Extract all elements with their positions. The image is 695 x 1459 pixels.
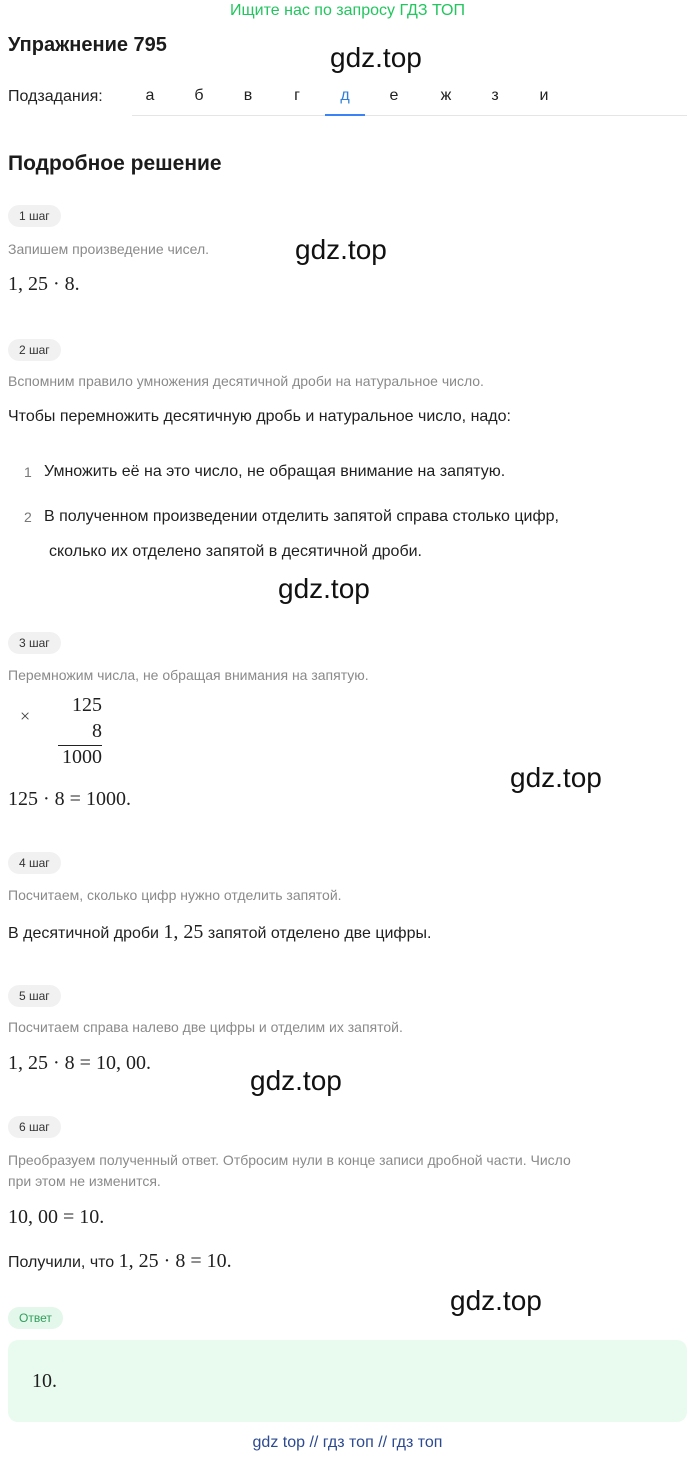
watermark: gdz.top (450, 1285, 542, 1316)
step-6-badge: 6 шаг (8, 1116, 61, 1138)
step-6-conclusion (8, 1250, 232, 1273)
step-3-math: 125 · 8 = 1000. (8, 788, 131, 810)
watermark: gdz.top (295, 234, 387, 265)
tab-i[interactable]: и (539, 87, 549, 104)
list-item-number: 2 (24, 509, 32, 525)
column-result: 1000 (62, 746, 102, 768)
tab-g[interactable]: г (294, 87, 300, 104)
step-4-text-after: запятой отделено две цифры. (203, 925, 432, 942)
answer-value: 10. (32, 1370, 57, 1392)
page-title: Упражнение 795 (8, 34, 167, 56)
watermark: gdz.top (250, 1065, 342, 1096)
list-item-text: Умножить её на это число, не обращая внимание на запятую. (44, 463, 506, 480)
step-1-hint: Запишем произведение чисел. (8, 241, 210, 257)
list-item-number: 1 (24, 464, 32, 480)
conclusion-math: 1, 25 · 8 = 10. (118, 1250, 232, 1272)
tab-b[interactable]: б (194, 87, 204, 104)
column-top-number: 125 (72, 694, 102, 716)
tab-a[interactable]: а (145, 87, 155, 104)
tab-e[interactable]: е (389, 87, 399, 104)
step-6-math: 10, 00 = 10. (8, 1206, 105, 1228)
watermark: gdz.top (278, 573, 370, 604)
step-6-hint-continued: при этом не изменится. (8, 1173, 161, 1189)
footer-links[interactable]: gdz top // гдз топ // гдз топ (252, 1434, 443, 1451)
subtasks-divider (132, 115, 687, 116)
watermark: gdz.top (510, 762, 602, 793)
tab-zh[interactable]: ж (440, 87, 452, 104)
step-3-badge: 3 шаг (8, 632, 61, 654)
tab-z[interactable]: з (491, 87, 499, 104)
multiply-sign: × (20, 706, 31, 726)
step-2-text: Чтобы перемножить десятичную дробь и натуральное число, надо: (8, 408, 511, 425)
step-3-hint: Перемножим числа, не обращая внимания на запятую. (8, 667, 369, 683)
answer-box (8, 1340, 687, 1422)
step-4-badge: 4 шаг (8, 852, 61, 874)
column-bottom-number: 8 (92, 720, 102, 742)
conclusion-text: Получили, что (8, 1254, 119, 1271)
tab-d[interactable]: д (325, 80, 365, 114)
tab-v[interactable]: в (243, 87, 253, 104)
step-1-math: 1, 25 · 8. (8, 273, 80, 295)
step-2-hint: Вспомним правило умножения десятичной дроби на натуральное число. (8, 373, 484, 389)
answer-badge: Ответ (8, 1307, 63, 1329)
step-6-hint: Преобразуем полученный ответ. Отбросим нули в конце записи дробной части. Число (8, 1152, 571, 1168)
watermark: gdz.top (330, 42, 422, 73)
step-5-hint: Посчитаем справа налево две цифры и отделим их запятой. (8, 1019, 403, 1035)
list-item-text-continued: сколько их отделено запятой в десятичной дроби. (49, 543, 422, 560)
solution-title: Подробное решение (8, 152, 222, 175)
search-banner: Ищите нас по запросу ГДЗ ТОП (230, 2, 465, 19)
step-4-inline-math: 1, 25 (163, 921, 204, 943)
step-4-hint: Посчитаем, сколько цифр нужно отделить запятой. (8, 887, 342, 903)
step-4-text (8, 921, 431, 944)
step-4-text-before: В десятичной дроби (8, 925, 164, 942)
list-item-text: В полученном произведении отделить запятой справа столько цифр, (44, 508, 559, 525)
step-2-badge: 2 шаг (8, 339, 61, 361)
step-5-badge: 5 шаг (8, 985, 61, 1007)
step-5-math: 1, 25 · 8 = 10, 00. (8, 1052, 151, 1074)
step-1-badge: 1 шаг (8, 205, 61, 227)
subtasks-label: Подзадания: (8, 88, 103, 105)
